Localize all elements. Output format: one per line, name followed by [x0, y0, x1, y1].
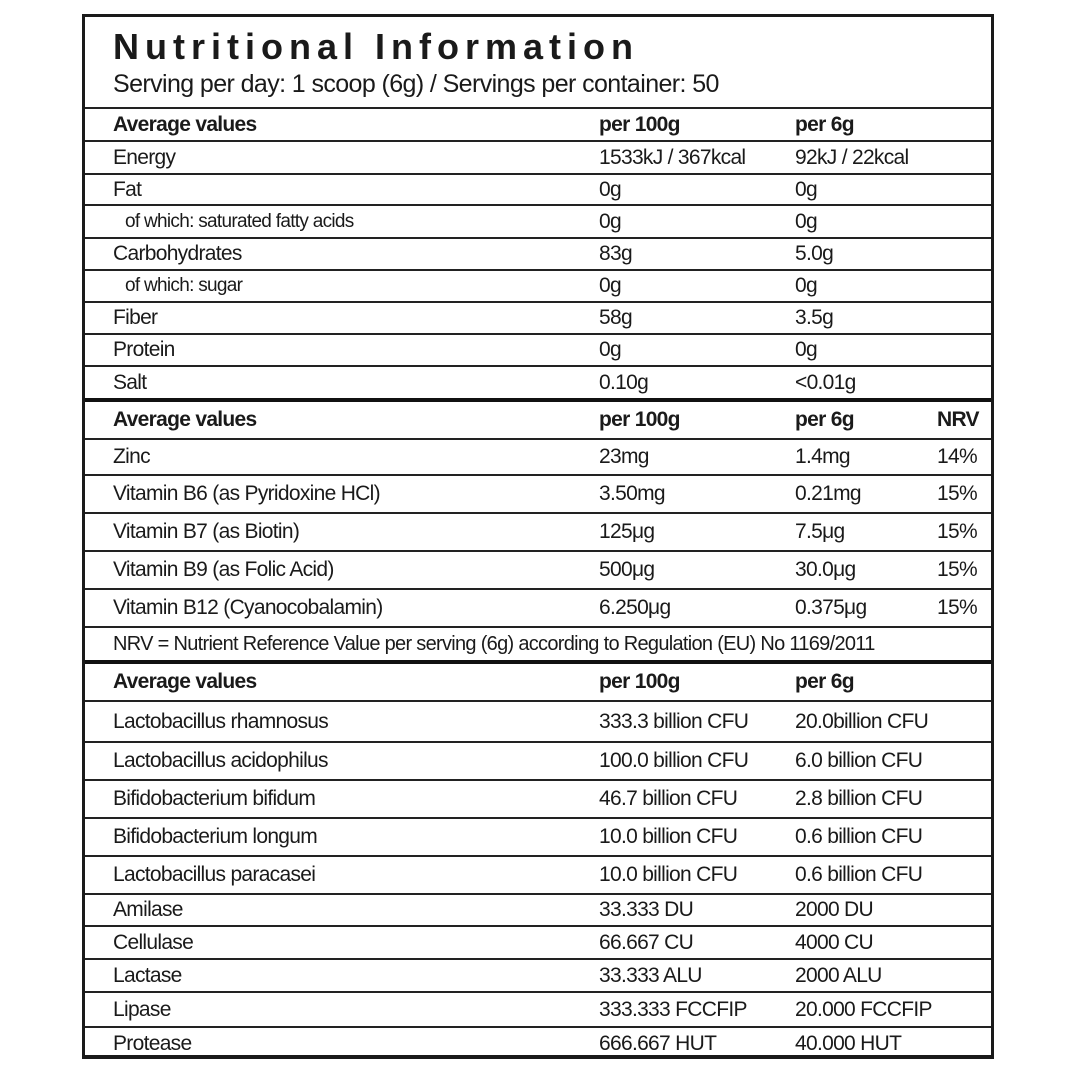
table-row [85, 817, 991, 855]
value-per6: 92kJ / 22kcal [795, 145, 909, 169]
value-nrv: 14% [937, 445, 977, 468]
column-header-per100: per 100g [599, 670, 680, 693]
ingredient-name: Lactobacillus rhamnosus [113, 709, 329, 733]
value-per100: 333.333 FCCFIP [599, 997, 747, 1021]
nutrient-name: Vitamin B9 (as Folic Acid) [113, 558, 334, 581]
table-row [85, 173, 991, 204]
value-nrv: 15% [937, 482, 977, 505]
value-per6: 2000 DU [795, 898, 873, 921]
table-row [85, 333, 991, 365]
table-row [85, 958, 991, 991]
value-per6: 30.0μg [795, 558, 856, 581]
value-per100: 83g [599, 242, 632, 265]
nutrition-label [82, 14, 994, 1059]
table-row [85, 140, 991, 173]
nrv-footnote-row [85, 626, 991, 660]
column-header-nrv: NRV [937, 408, 979, 431]
table-row [85, 438, 991, 474]
value-per100: 0g [599, 177, 621, 201]
table-row [85, 991, 991, 1026]
value-per100: 58g [599, 306, 632, 329]
ingredient-name: Protease [113, 1031, 192, 1055]
table-row [85, 269, 991, 301]
value-per100: 125μg [599, 520, 655, 543]
value-per100: 6.250μg [599, 596, 671, 619]
nutrient-name: Vitamin B12 (Cyanocobalamin) [113, 596, 383, 619]
nutrient-name: Vitamin B7 (as Biotin) [113, 520, 300, 543]
ingredient-name: Bifidobacterium bifidum [113, 787, 316, 810]
nutrient-name: Zinc [113, 445, 150, 468]
value-per6: 2.8 billion CFU [795, 787, 923, 810]
table-row [85, 474, 991, 512]
nutrient-name: Fat [113, 177, 142, 201]
ingredient-name: Bifidobacterium longum [113, 825, 318, 848]
label-header [85, 17, 991, 107]
section2-header-row [85, 398, 991, 438]
value-per100: 0g [599, 338, 621, 361]
value-per100: 0.10g [599, 370, 649, 394]
table-row [85, 779, 991, 817]
value-per100: 666.667 HUT [599, 1031, 717, 1055]
value-per100: 1533kJ / 367kcal [599, 145, 746, 169]
value-per100: 0g [599, 274, 621, 297]
table-row [85, 550, 991, 588]
column-header-per6: per 6g [795, 112, 854, 136]
ingredient-name: Cellulase [113, 930, 194, 954]
value-per100: 3.50mg [599, 482, 665, 505]
nrv-footnote: NRV = Nutrient Reference Value per serving (6g) according to Regulation (EU) No 1169/2011 [113, 632, 875, 655]
value-per6: 0g [795, 209, 817, 233]
table-row [85, 237, 991, 269]
value-per6: 4000 CU [795, 930, 873, 954]
column-header-name: Average values [113, 408, 257, 431]
value-per100: 0g [599, 209, 621, 233]
nutrient-name: Carbohydrates [113, 242, 242, 265]
value-per6: 7.5μg [795, 520, 845, 543]
value-per100: 500μg [599, 558, 655, 581]
table-row [85, 512, 991, 550]
value-per100: 46.7 billion CFU [599, 787, 738, 810]
value-per6: 0.6 billion CFU [795, 863, 923, 886]
ingredient-name: Lactobacillus paracasei [113, 863, 316, 886]
column-header-per100: per 100g [599, 112, 680, 136]
value-per6: 0.21mg [795, 482, 861, 505]
table-row [85, 700, 991, 741]
value-per6: 40.000 HUT [795, 1031, 902, 1055]
section3-header-row [85, 660, 991, 700]
ingredient-name: Amilase [113, 898, 183, 921]
value-per6: 5.0g [795, 242, 834, 265]
ingredient-name: Lactobacillus acidophilus [113, 749, 328, 772]
value-per100: 33.333 ALU [599, 963, 702, 987]
value-per100: 23mg [599, 445, 649, 468]
value-per6: 0g [795, 177, 817, 201]
page-title: Nutritional Information [113, 26, 639, 67]
nutrient-name: Fiber [113, 306, 158, 329]
value-per6: 0.375μg [795, 596, 867, 619]
column-header-name: Average values [113, 670, 257, 693]
value-per100: 10.0 billion CFU [599, 863, 738, 886]
value-per100: 333.3 billion CFU [599, 709, 749, 733]
table-row [85, 204, 991, 237]
value-per6: 20.0billion CFU [795, 709, 929, 733]
nutrient-name: Protein [113, 338, 175, 361]
value-nrv: 15% [937, 520, 977, 543]
table-row [85, 365, 991, 398]
column-header-per6: per 6g [795, 408, 854, 431]
table-row [85, 925, 991, 958]
value-per100: 10.0 billion CFU [599, 825, 738, 848]
value-per6: <0.01g [795, 370, 856, 394]
value-per6: 0.6 billion CFU [795, 825, 923, 848]
value-per100: 66.667 CU [599, 930, 694, 954]
value-per6: 2000 ALU [795, 963, 882, 987]
table-row [85, 1026, 991, 1059]
nutrient-name: Vitamin B6 (as Pyridoxine HCl) [113, 482, 380, 505]
ingredient-name: Lipase [113, 997, 171, 1021]
column-header-name: Average values [113, 112, 257, 136]
nutrient-name: Energy [113, 145, 176, 169]
table-row [85, 301, 991, 333]
nutrient-name: Salt [113, 370, 147, 394]
ingredient-name: Lactase [113, 963, 182, 987]
table-row [85, 588, 991, 626]
value-nrv: 15% [937, 558, 977, 581]
value-per6: 1.4mg [795, 445, 850, 468]
nutrient-name: of which: saturated fatty acids [125, 210, 354, 232]
nutrient-name: of which: sugar [125, 275, 243, 296]
value-per6: 0g [795, 274, 817, 297]
value-per6: 6.0 billion CFU [795, 749, 923, 772]
value-per6: 3.5g [795, 306, 834, 329]
value-per6: 0g [795, 338, 817, 361]
value-per100: 33.333 DU [599, 898, 694, 921]
value-nrv: 15% [937, 596, 977, 619]
column-header-per100: per 100g [599, 408, 680, 431]
column-header-per6: per 6g [795, 670, 854, 693]
table-row [85, 741, 991, 779]
serving-info: Serving per day: 1 scoop (6g) / Servings per container: 50 [113, 70, 719, 98]
table-row [85, 893, 991, 925]
table-row [85, 855, 991, 893]
section1-header-row [85, 107, 991, 140]
value-per100: 100.0 billion CFU [599, 749, 749, 772]
value-per6: 20.000 FCCFIP [795, 997, 932, 1021]
